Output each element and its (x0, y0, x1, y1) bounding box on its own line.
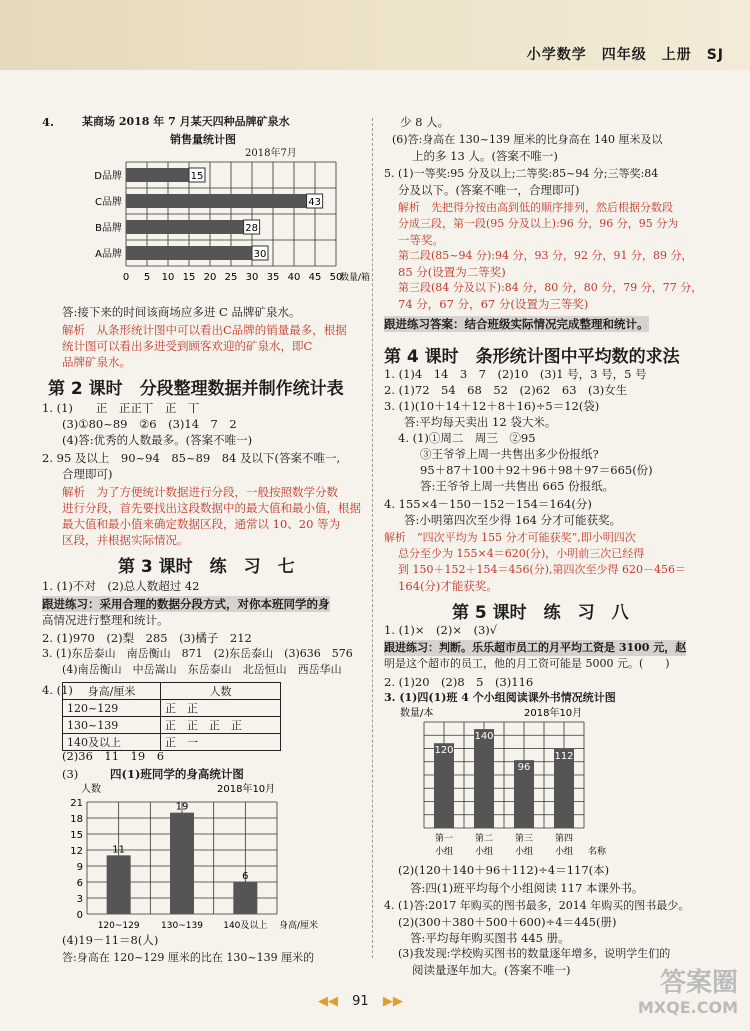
x-tick-label: 50 (329, 272, 343, 283)
chart-date: 2018年10月 (217, 784, 276, 795)
table-header-count: 人数 (161, 683, 281, 700)
y-tick-label: 18 (70, 814, 83, 825)
category-label: 小组 (434, 847, 454, 857)
y-tick-label: 0 (76, 910, 83, 921)
bar (126, 168, 189, 182)
x-tick-label: 10 (161, 272, 175, 283)
l4-q4c: 95＋87＋100＋92＋96＋98＋97＝665(份) (420, 463, 653, 477)
l5-follow-1: 跟进练习：判断。乐乐超市员工的月平均工资是 3100 元，赵 (384, 641, 687, 654)
data-label: 30 (253, 249, 267, 260)
l2-q2a: 2. 95 及以上 90~94 85~89 84 及以下(答案不唯一, (42, 451, 341, 465)
category-label: 140及以上 (223, 921, 268, 931)
category-label: 130~139 (161, 921, 203, 931)
l5-q3c: 答:四(1)班平均每个小组阅读 117 本课外书。 (410, 881, 644, 895)
l2-analysis-1: 解析 为了方便统计数据进行分段，一般按照数学分数 (62, 485, 338, 499)
category-label: C品牌 (95, 197, 122, 208)
l4-analysis-1: 解析 “四次平均为 155 分才可能获奖”,即小明四次 (384, 531, 636, 544)
x-tick-label: 5 (143, 272, 151, 283)
l2-analysis-3: 最大值和最小值来确定数据区段，通常以 10、20 等为 (62, 517, 341, 531)
l3-q4e: 答:身高在 120~129 厘米的比在 130~139 厘米的 (62, 951, 315, 964)
lesson2-title: 第 2 课时 分段整理数据并制作统计表 (48, 379, 344, 399)
l4-q1: 1. (1)4 14 3 7 (2)10 (3)1 号，3 号，5 号 (384, 367, 647, 381)
q4-number: 4. (42, 115, 55, 129)
l4-q5b: 答:小明第四次至少得 164 分才可能获奖。 (404, 513, 622, 527)
l4-analysis-4: 164(分)才能获奖。 (398, 579, 498, 593)
category-label: 第一 (434, 834, 454, 844)
height-bar-chart (55, 782, 325, 932)
table-cell-tally: 正 正 (161, 700, 281, 717)
l5-q1: 1. (1)× (2)× (3)√ (384, 623, 498, 637)
l5-q4d: (3)我发现:学校购买图书的数量逐年增多，说明学生们的 (398, 947, 671, 960)
table-cell-tally: 正 一 (161, 734, 281, 751)
l4-q3a: 3. (1)(10＋14＋12＋8＋16)÷5＝12(袋) (384, 399, 600, 413)
category-label: 第四 (554, 834, 574, 844)
y-axis-label: 人数 (81, 784, 101, 795)
next-page-icon[interactable]: ▶▶ (382, 994, 403, 1009)
horizontal-bar-chart (70, 158, 371, 308)
bar (474, 729, 494, 828)
category-label: D品牌 (94, 171, 122, 182)
x-tick-label: 0 (122, 272, 130, 283)
category-label: 小组 (514, 847, 534, 857)
l5-q4e: 阅读量逐年加大。(答案不唯一) (412, 963, 571, 977)
l4-q4a: 4. (1)①周二 周三 ②95 (398, 431, 536, 445)
r-line1: 少 8 人。 (400, 115, 450, 129)
l2-q1c: (4)答:优秀的人数最多。(答案不唯一) (62, 433, 253, 447)
x-tick-label: 20 (203, 272, 217, 283)
y-tick-label: 15 (70, 830, 83, 841)
column-divider (372, 118, 373, 958)
chart1-title-line1: 某商场 2018 年 7 月某天四种品牌矿泉水 (82, 115, 290, 128)
l5-follow-2: 明是这个超市的员工，他的月工资可能是 5000 元。( ) (384, 657, 670, 670)
l4-q4d: 答:王爷爷上周一共售出 665 份报纸。 (420, 479, 615, 493)
l3-follow-1: 跟进练习：采用合理的数据分段方式，对你本班同学的身 (42, 597, 330, 611)
chart1-title-line2: 销售量统计图 (170, 133, 236, 146)
y-tick-label: 9 (76, 862, 83, 873)
data-label: 28 (245, 223, 258, 234)
r-analysis-2: 分成三段，第一段(95 分及以上):96 分，96 分，95 分为 (398, 217, 679, 230)
watermark-line1: 答案圈 (659, 968, 738, 998)
table-header-height: 身高/厘米 (63, 683, 161, 700)
r-analysis-3: 一等奖。 (398, 233, 444, 247)
r-q5a: 5. (1)一等奖:95 分及以上;二等奖:85~94 分;三等奖:84 (384, 167, 659, 180)
chart2-title: 四(1)班同学的身高统计图 (110, 767, 244, 781)
watermark-line2: MXQE.COM (637, 998, 738, 1017)
r-follow-answer: 跟进练习答案：结合班级实际情况完成整理和统计。 (384, 317, 649, 331)
data-label: 96 (517, 762, 531, 774)
category-label: 120~129 (97, 921, 140, 931)
x-axis-label: 身高/厘米 (279, 921, 319, 931)
x-tick-label: 15 (182, 272, 196, 283)
r-analysis-7: 74 分，67 分，67 分(设置为三等奖) (398, 297, 589, 311)
q4-analysis-1: 解析 从条形统计图中可以看出C品牌的销量最多，根据 (62, 323, 347, 337)
category-label: 第二 (474, 834, 494, 844)
l3-q4c-number: (3) (62, 767, 79, 781)
x-tick-label: 35 (266, 272, 280, 283)
l3-q4b: (2)36 11 19 6 (62, 749, 165, 763)
bar (170, 813, 194, 914)
x-axis-label: 名称 (588, 847, 607, 857)
chart1-date: 2018年7月 (245, 148, 297, 159)
l5-q3b: (2)(120＋140＋96＋112)÷4＝117(本) (398, 863, 610, 877)
watermark (638, 968, 738, 1018)
r-line2a: (6)答:身高在 130~139 厘米的比身高在 140 厘米及以 (392, 133, 663, 146)
height-tally-table (62, 682, 281, 751)
r-line2b: 上的多 13 人。(答案不唯一) (412, 149, 558, 163)
prev-page-icon[interactable]: ◀◀ (318, 994, 338, 1009)
q4-answer: 答:接下来的时间该商场应多进 C 品牌矿泉水。 (62, 305, 301, 319)
l2-q1b: (3)①80~89 ②6 (3)14 7 2 (62, 417, 237, 431)
data-label: 6 (242, 871, 249, 882)
category-label: 第三 (514, 834, 534, 844)
bar (126, 220, 244, 234)
category-label: 小组 (554, 847, 574, 857)
l3-follow-2: 高情况进行整理和统计。 (42, 613, 169, 627)
bar (233, 882, 257, 914)
category-label: 小组 (474, 847, 494, 857)
table-cell-range: 120~129 (63, 700, 161, 717)
x-tick-label: 40 (287, 272, 301, 283)
y-axis-label: 数量/本 (400, 708, 434, 719)
category-label: A品牌 (95, 249, 122, 260)
page-number: 91 (352, 994, 369, 1009)
y-tick-label: 3 (76, 894, 83, 905)
r-analysis-1: 解析 先把得分按由高到低的顺序排列，然后根据分数段 (398, 201, 673, 214)
chart-date: 2018年10月 (524, 708, 583, 719)
l4-q3b: 答:平均每天卖出 12 袋大米。 (404, 415, 557, 429)
l3-q4-number: 4. (1) (42, 683, 73, 697)
l3-q1: 1. (1)不对 (2)总人数超过 42 (42, 579, 200, 593)
data-label: 112 (554, 750, 574, 762)
table-cell-tally: 正 正 正 正 (161, 717, 281, 734)
data-label: 15 (190, 171, 204, 182)
l5-q3-title: 3. (1)四(1)班 4 个小组阅读课外书情况统计图 (384, 691, 616, 704)
l4-q5a: 4. 155×4－150－152－154＝164(分) (384, 497, 592, 511)
r-analysis-5: 85 分(设置为二等奖) (398, 265, 506, 279)
l3-q4d: (4)19－11＝8(人) (62, 933, 159, 947)
data-label: 11 (112, 844, 126, 856)
data-label: 120 (434, 745, 454, 757)
q4-analysis-3: 品牌矿泉水。 (62, 355, 131, 369)
y-tick-label: 6 (76, 878, 83, 889)
table-row (63, 717, 281, 734)
r-analysis-4: 第二段(85~94 分):94 分，93 分，92 分，91 分，89 分， (398, 249, 693, 262)
book-title: 小学数学 四年级 上册 SJ (526, 47, 724, 63)
l5-q2: 2. (1)20 (2)8 5 (3)116 (384, 675, 534, 689)
x-tick-label: 25 (224, 272, 238, 283)
y-tick-label: 12 (70, 846, 83, 857)
reading-bar-chart (400, 706, 630, 862)
bar (126, 194, 307, 208)
q4-analysis-2: 统计图可以看出多进受到顾客欢迎的矿泉水，即C (62, 339, 313, 353)
l2-analysis-2: 进行分段，首先要找出这段数据中的最大值和最小值，根据 (62, 501, 361, 515)
table-cell-range: 130~139 (63, 717, 161, 734)
l3-q3a: 3. (1)东岳泰山 南岳衡山 871 (2)东岳泰山 (3)636 576 (42, 647, 353, 660)
l3-q3b: (4)南岳衡山 中岳嵩山 东岳泰山 北岳恒山 西岳华山 (62, 663, 342, 676)
category-label: B品牌 (95, 223, 122, 234)
l5-q4a: 4. (1)答:2017 年购买的图书最多，2014 年购买的图书最少。 (384, 899, 690, 912)
table-header-row (63, 683, 281, 700)
l4-analysis-2: 总分至少为 155×4＝620(分)，小明前三次已经得 (398, 547, 645, 560)
x-axis-label: 数量/箱 (340, 273, 371, 283)
table-row (63, 700, 281, 717)
lesson3-title: 第 3 课时 练 习 七 (118, 557, 295, 577)
lesson5-title: 第 5 课时 练 习 八 (452, 603, 629, 623)
table-cell-range: 140及以上 (63, 734, 161, 751)
l4-q4b: ③王爷爷上周一共售出多少份报纸? (420, 447, 599, 461)
l4-analysis-3: 到 150＋152＋154＝456(分),第四次至少得 620－456＝ (398, 563, 687, 576)
l4-q2: 2. (1)72 54 68 52 (2)62 63 (3)女生 (384, 383, 628, 397)
data-label: 140 (474, 731, 494, 743)
r-analysis-6: 第三段(84 分及以下):84 分，80 分，80 分，79 分，77 分， (398, 281, 703, 294)
page-footer (318, 994, 403, 1009)
bar (126, 246, 252, 260)
l5-q4c: 答:平均每年购买图书 445 册。 (410, 931, 570, 945)
lesson4-title: 第 4 课时 条形统计图中平均数的求法 (384, 347, 680, 367)
l2-q1a: 1. (1) 正 正正丅 正 丅 (42, 401, 200, 415)
l3-q2: 2. (1)970 (2)梨 285 (3)橘子 212 (42, 631, 252, 645)
r-q5b: 分及以下。(答案不唯一，合理即可) (398, 183, 580, 197)
x-tick-label: 45 (308, 272, 322, 283)
data-label: 19 (175, 801, 189, 813)
y-tick-label: 21 (70, 798, 83, 809)
l2-analysis-4: 区段，并根据实际情况。 (62, 533, 189, 547)
bar (107, 855, 131, 914)
x-tick-label: 30 (245, 272, 259, 283)
data-label: 43 (308, 197, 321, 208)
l5-q4b: (2)(300＋380＋500＋600)÷4＝445(册) (398, 915, 617, 929)
l2-q2b: 合理即可) (62, 467, 113, 481)
